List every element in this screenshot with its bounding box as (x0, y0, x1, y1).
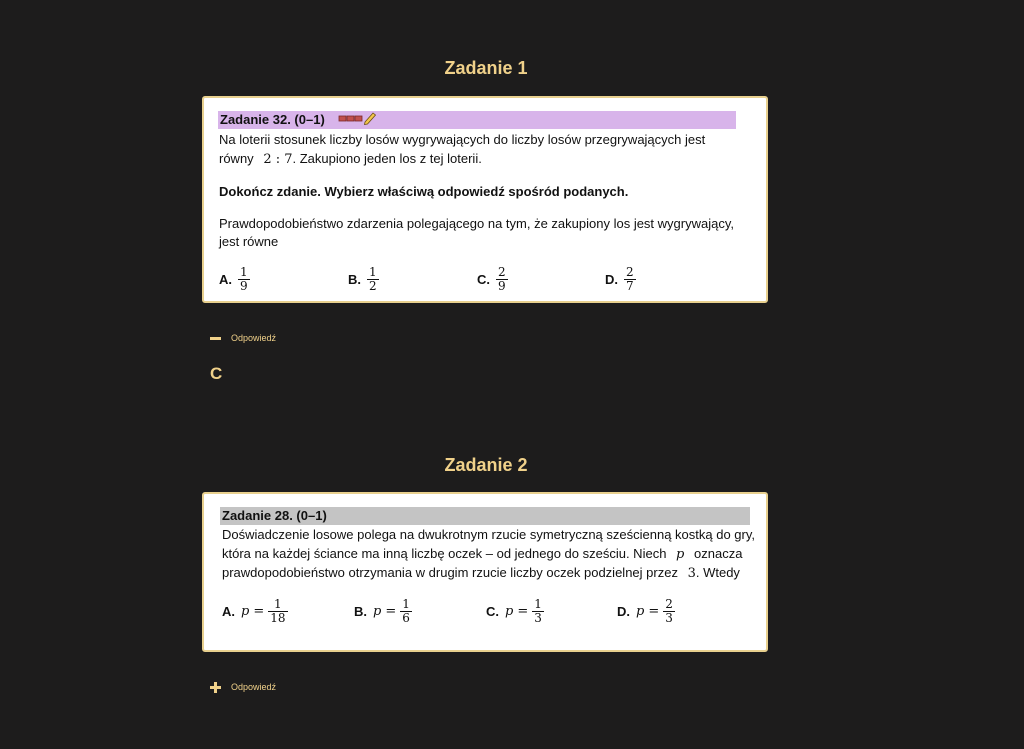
option-fraction (532, 598, 544, 625)
line-3-suffix: . Wtedy (695, 565, 740, 580)
option-letter: C. (477, 271, 490, 287)
option-fraction (367, 266, 379, 293)
fraction-numerator: 1 (402, 596, 410, 611)
task-text-line-1: Doświadczenie losowe polega na dwukrotnym rzucie symetryczną sześcienną kostką do gry, (222, 527, 756, 542)
task-header (220, 507, 750, 525)
option-equals: = (517, 603, 529, 619)
fraction-denominator: 18 (270, 610, 286, 625)
fraction-numerator: 1 (534, 596, 542, 611)
option-variable: p (505, 603, 514, 619)
question-line-1: Prawdopodobieństwo zdarzenia polegającego na tym, że zakupiony los jest wygrywający, (219, 216, 734, 231)
answer-toggle-label: Odpowiedź (231, 682, 277, 692)
option-letter: B. (348, 271, 361, 287)
option-fraction (238, 266, 250, 293)
answer-option-d[interactable] (605, 263, 636, 295)
task-text-line-2 (219, 149, 482, 169)
variable-p: p (676, 547, 685, 562)
option-equals: = (648, 603, 660, 619)
line-2-suffix: . Zakupiono jeden los z tej loterii. (292, 151, 482, 166)
line-2-prefix: która na każdej ściance ma inną liczbę oczek – od jednego do sześciu. Niech (222, 546, 667, 561)
fraction-denominator: 6 (402, 610, 410, 625)
answer-option-c[interactable] (477, 263, 508, 295)
fraction-denominator: 9 (498, 278, 506, 293)
option-equals: = (385, 603, 397, 619)
fraction-numerator: 2 (626, 264, 634, 279)
fraction-numerator: 1 (369, 264, 377, 279)
minus-icon (209, 332, 222, 345)
fraction-denominator: 3 (534, 610, 542, 625)
option-fraction (400, 598, 412, 625)
fraction-denominator: 7 (626, 278, 634, 293)
edit-pencil-icon (338, 111, 378, 130)
task-card-28 (202, 492, 768, 652)
answer-toggle-1[interactable] (209, 331, 276, 345)
answer-option-a[interactable] (222, 595, 288, 627)
option-fraction (624, 266, 636, 293)
plus-icon (209, 681, 222, 694)
option-equals: = (253, 603, 265, 619)
task-text-line-2 (222, 544, 742, 564)
fraction-denominator: 9 (240, 278, 248, 293)
fraction-numerator: 1 (274, 596, 282, 611)
answer-value: C (210, 364, 223, 383)
answer-toggle-label: Odpowiedź (231, 333, 277, 343)
task-card-32 (202, 96, 768, 303)
answer-option-b[interactable] (348, 263, 379, 295)
line-3-prefix: prawdopodobieństwo otrzymania w drugim rzucie liczby oczek podzielnej przez (222, 565, 678, 580)
option-fraction (496, 266, 508, 293)
answer-option-d[interactable] (617, 595, 675, 627)
answer-toggle-2[interactable] (209, 680, 276, 694)
section-title-zadanie-1: Zadanie 1 (444, 58, 528, 78)
line-2-prefix: równy (219, 151, 254, 166)
option-letter: D. (605, 271, 618, 287)
question-line-2: jest równe (219, 234, 279, 249)
answer-option-b[interactable] (354, 595, 412, 627)
option-letter: B. (354, 603, 367, 619)
divisor-value: 3 (687, 566, 696, 581)
task-text-line-3 (222, 563, 740, 583)
answer-option-a[interactable] (219, 263, 250, 295)
option-variable: p (241, 603, 250, 619)
task-text-line-1: Na loterii stosunek liczby losów wygrywających do liczby losów przegrywających jest (219, 132, 706, 147)
option-letter: A. (219, 271, 232, 287)
option-letter: C. (486, 603, 499, 619)
task-header (218, 111, 736, 129)
answer-option-c[interactable] (486, 595, 544, 627)
task-header-label: Zadanie 32. (0–1) (220, 112, 325, 127)
line-2-suffix: oznacza (694, 546, 743, 561)
option-fraction (268, 598, 287, 625)
fraction-denominator: 2 (369, 278, 377, 293)
option-variable: p (636, 603, 645, 619)
section-title-zadanie-2: Zadanie 2 (444, 455, 528, 475)
task-header-label: Zadanie 28. (0–1) (222, 508, 327, 523)
fraction-denominator: 3 (665, 610, 673, 625)
option-letter: D. (617, 603, 630, 619)
task-instruction: Dokończ zdanie. Wybierz właściwą odpowiedź spośród podanych. (219, 184, 629, 199)
fraction-numerator: 2 (665, 596, 673, 611)
option-variable: p (373, 603, 382, 619)
fraction-numerator: 1 (240, 264, 248, 279)
fraction-numerator: 2 (498, 264, 506, 279)
option-fraction (663, 598, 675, 625)
option-letter: A. (222, 603, 235, 619)
ratio-value: 2 : 7 (263, 152, 293, 167)
